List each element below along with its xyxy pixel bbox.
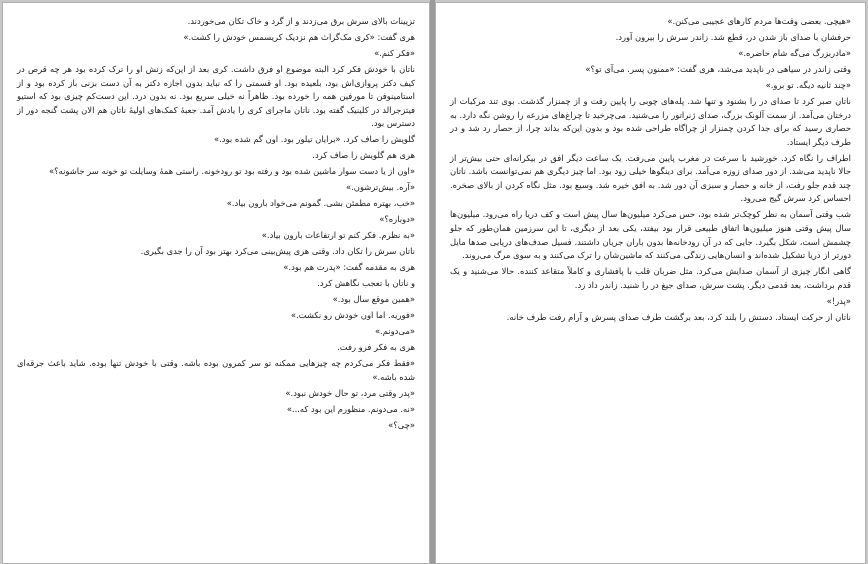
paragraph: «دوباره؟»: [379, 214, 415, 225]
paragraph: «اون از یا دست سوار ماشین شده بود و رفته بود تو رودخونه. راستی همهٔ وسایلت تو خونه سر جاشونه؟»: [49, 166, 415, 177]
paragraph: «هیچی. بعضی وقت‌ها مردم کارهای عجیبی می‌کنن.»: [667, 16, 851, 26]
paragraph: «فقط فکر می‌کردم چه چیزهایی ممکنه تو سر کمرون بوده باشه. وقتی با خودش تنها بوده. شاید باعث جرقه‌ای شده باشه.»: [17, 358, 415, 382]
right-page: [435, 2, 866, 564]
paragraph: هری هم گلویش را صاف کرد.: [312, 150, 415, 161]
paragraph: «خب، بهتره مطمئن بشی. گمونم می‌خواد بارون بیاد.»: [226, 198, 415, 209]
paragraph: «به نظرم. فکر کنم تو ارتفاعات بارون بیاد.»: [261, 230, 415, 241]
paragraph: اطراف را نگاه کرد. خورشید با سرعت در مغرب پایین می‌رفت. یک ساعت دیگر افق در بیکرانه‌ای حتی بیش‌تر از حالا ناپدید می‌شد. از دور صدای زوزه می‌آمد. برای دینگوها خیلی زود بود. اما چیز دیگری هم نمی‌توانست باشد. ناتان چند قدم جلو رفت، از خانه و حصار و سبزی آن دور شد. به افق خیره شد. وسیع بود. مثل نگاه کردن از بالای صخره. احساس کرد سرش گیج می‌رود.: [450, 152, 851, 204]
paragraph: «چی؟»: [388, 419, 415, 430]
paragraph: «فکر کنم.»: [374, 47, 415, 58]
paragraph: ناتان با خودش فکر کرد البته موضوع او فرق داشت. کری بعد از این‌که زنش او را ترک کرده بود هر چه قرص در کیف دکتر پروازی‌اش بود، بلعیده بود. او قسمتی را که نباید بدون اجازه دکتر به آن دست بزنی باز کرده بود و از استامینوفن تا مورفین همه را خورده بود. ظاهراً نه خیلی سریع بود. نه بدون درد. این دست‌کم چیزی بود که استیو فیتزجرالد در کلینیک گفته بود. ناتان ماجرای کری را یادش آمد. جعبهٔ کمک‌های اولیهٔ ناتان هم الان پشت گنجه دور از دسترس بود.: [17, 63, 415, 129]
paragraph: هری به فکر فرو رفت.: [337, 342, 415, 353]
paragraph: «می‌دونم.»: [374, 326, 415, 337]
paragraph: «همین موقع سال بود.»: [332, 294, 415, 305]
paragraph: «نه. می‌دونم. منظورم این بود که...»: [286, 403, 415, 414]
paragraph: «فوریه. اما اون خودش رو نکشت.»: [290, 310, 415, 321]
paragraph: «پدر!»: [826, 295, 851, 306]
paragraph: وقتی زاندر در سیاهی در ناپدید می‌شد، هری گفت: «ممنون پسر. می‌آی تو؟»: [585, 63, 851, 74]
paragraph: هری به مقدمه گفت: «پدرت هم بود.»: [283, 262, 415, 273]
paragraph: شب وقتی آسمان به نظر کوچک‌تر شده بود، حس می‌کرد میلیون‌ها سال پیش است و کف دریا راه می‌رود. میلیون‌ها سال پیش وقتی هنوز میلیون‌ها اتفاق طبیعی قرار بود بیفتد، یکی بعد از دیگری، تا این سرزمین همان‌طور که جلو چشمش است، شکل بگیرد. جایی که در آن رودخانه‌ها بدون باران جریان داشتند. فسیل صدف‌های دریایی صدها مایل دورتر از دریا تشکیل شده‌اند و انسان‌هایی زندگی می‌کنند که ماشین‌شان را ترک می‌کنند و به سوی مرگ می‌روند.: [450, 209, 851, 261]
paragraph: ناتان صبر کرد تا صدای در را بشنود و تنها شد. پله‌های چوبی را پایین رفت و از چمنزار گذشت. بوی تند مرکبات از درختان می‌آمد. از سمت آلونک بزرگ، صدای ژنراتور را می‌شنید. می‌چرخید تا چراغ‌های مزرعه را روشن نگه دارد. به حصاری رسید که برای جدا کردن چمنزار از چراگاه طراحی شده بود و بدون این‌که بداند چرا، از حصار رد شد و در طرف دیگر ایستاد.: [450, 95, 851, 147]
paragraph: گلویش را صاف کرد. «برایان تیلور بود. اون گم شده بود.»: [214, 134, 415, 145]
paragraph: «پدر وقتی مرد، تو حال خودش نبود.»: [285, 387, 415, 398]
paragraph: تزیینات بالای سرش برق می‌زدند و از گرد و خاک تکان می‌خوردند.: [187, 16, 415, 26]
paragraph: گاهی انگار چیزی از آسمان صدایش می‌کرد. مثل ضربان قلب با پافشاری و کاملاً متقاعد کننده. حالا می‌شنید و یک قدم برداشت، بعد قدمی دیگر. پشت سرش، صدای جیغ در را شنید. زاندر داد زد.: [450, 266, 851, 290]
paragraph: «چند ثانیه دیگه. تو برو.»: [765, 79, 851, 90]
paragraph: و ناتان با تعجب نگاهش کرد.: [317, 278, 415, 289]
paragraph: ناتان سرش را تکان داد. وقتی هری پیش‌بینی می‌کرد بهتر بود آن را جدی بگیری.: [140, 246, 415, 257]
paragraph: «آره. بیش‌ترشون.»: [346, 182, 415, 193]
left-page: [2, 2, 430, 564]
paragraph: هری گفت: «کری مک‌گراث هم نزدیک کریسمس خودش را کشت.»: [183, 31, 415, 42]
left-page-text: [17, 15, 415, 435]
paragraph: حرفشان با صدای باز شدن در، قطع شد. زاندر سرش را بیرون آورد.: [615, 31, 851, 42]
paragraph: ناتان از حرکت ایستاد. دستش را بلند کرد، بعد برگشت طرف صدای پسرش و آرام رفت طرف خانه.: [506, 311, 851, 322]
right-page-text: [450, 15, 851, 327]
paragraph: «مادربزرگ می‌گه شام حاضره.»: [738, 47, 851, 58]
